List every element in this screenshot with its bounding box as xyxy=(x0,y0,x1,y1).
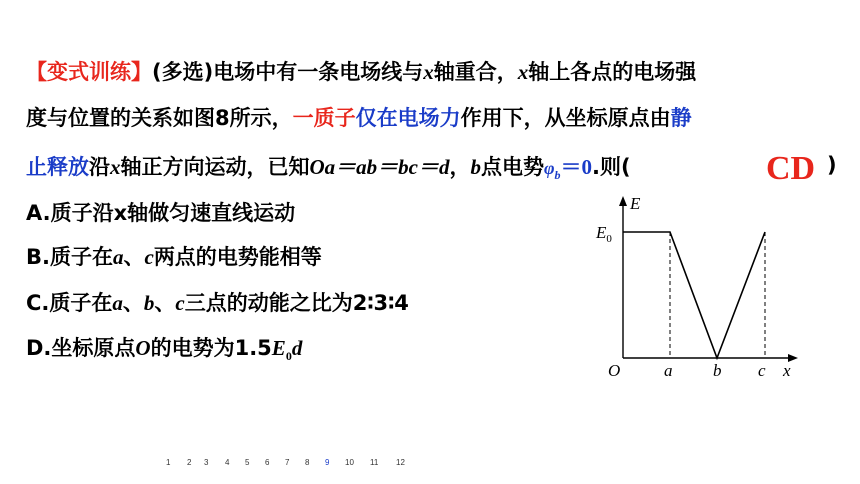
option-a-text: A.质子沿x轴做匀速直线运动 xyxy=(26,201,296,225)
highlight-electric-force: 仅在电场力 xyxy=(355,106,461,130)
option-text: B.质子在 xyxy=(26,245,113,269)
y-axis-label: E xyxy=(630,194,641,213)
question-type: (多选) xyxy=(152,60,214,84)
question-text: 点电势 xyxy=(481,155,544,179)
y-axis-arrow xyxy=(619,196,627,206)
option-text: 的电势为1.5 xyxy=(150,336,272,360)
question-line-1 xyxy=(26,58,696,86)
potential-expression xyxy=(544,155,593,183)
question-line-2 xyxy=(26,104,692,132)
separator: 、 xyxy=(122,291,144,315)
page-1[interactable]: 1 xyxy=(166,458,171,467)
phi-value: ＝0 xyxy=(560,155,593,179)
distance-equation: Oa＝ab＝bc＝d xyxy=(309,155,450,179)
subscript-0: 0 xyxy=(285,349,292,364)
var-a: a xyxy=(112,291,123,315)
e0-label: $E_0$ xyxy=(596,223,612,245)
page-6[interactable]: 6 xyxy=(265,458,270,467)
page-5[interactable]: 5 xyxy=(245,458,250,467)
var-c: c xyxy=(175,291,185,315)
highlight-release: 止释放 xyxy=(26,155,89,179)
page-8[interactable]: 8 xyxy=(305,458,310,467)
highlight-proton: 一质子 xyxy=(292,106,356,130)
question-text: 作用下，从坐标原点由 xyxy=(460,106,671,130)
option-text: 三点的动能之比为2∶3∶4 xyxy=(184,291,409,315)
var-O: O xyxy=(135,336,151,360)
var-x: x xyxy=(423,60,434,84)
close-paren: ) xyxy=(827,153,837,177)
page-3[interactable]: 3 xyxy=(204,458,209,467)
var-b: b xyxy=(143,291,155,315)
page-11[interactable]: 11 xyxy=(370,458,379,467)
exercise-tag: 【变式训练】 xyxy=(26,60,152,84)
question-text: 轴正方向运动，已知 xyxy=(120,155,310,179)
var-d: d xyxy=(291,336,303,360)
question-text: 度与位置的关系如图8所示， xyxy=(26,106,293,130)
question-text: 轴重合， xyxy=(433,60,518,84)
answer-text: CD xyxy=(766,150,816,187)
phi-subscript: b xyxy=(554,168,561,183)
tick-c-label: c xyxy=(758,361,766,380)
option-text: D.坐标原点 xyxy=(26,336,136,360)
option-c xyxy=(26,289,409,317)
question-text: .则( xyxy=(592,155,631,179)
field-curve xyxy=(623,232,765,358)
separator: 、 xyxy=(123,245,145,269)
option-text: C.质子在 xyxy=(26,291,113,315)
var-a: a xyxy=(112,245,124,269)
field-strength-graph xyxy=(590,190,805,385)
tick-b-label: b xyxy=(713,361,722,380)
question-text: 轴上各点的电场强 xyxy=(528,60,697,84)
highlight-rest: 静 xyxy=(670,106,692,130)
var-c: c xyxy=(144,245,154,269)
page-7[interactable]: 7 xyxy=(285,458,290,467)
option-text: 两点的电势能相等 xyxy=(153,245,322,269)
question-text: 电场中有一条电场线与 xyxy=(213,60,424,84)
page-4[interactable]: 4 xyxy=(225,458,230,467)
var-x: x xyxy=(110,155,121,179)
var-x: x xyxy=(517,60,529,84)
option-d xyxy=(26,334,302,370)
phi-symbol: φ xyxy=(544,158,555,178)
comma: ， xyxy=(449,155,471,179)
option-a xyxy=(26,199,295,227)
question-line-3 xyxy=(26,153,631,189)
page-2[interactable]: 2 xyxy=(187,458,192,467)
question-text: 沿 xyxy=(89,155,110,179)
page-9-current[interactable]: 9 xyxy=(325,458,330,467)
page-10[interactable]: 10 xyxy=(345,458,354,467)
origin-label: O xyxy=(608,361,621,380)
option-b xyxy=(26,243,322,271)
var-b: b xyxy=(470,155,481,179)
x-axis-label: x xyxy=(783,361,791,380)
tick-a-label: a xyxy=(664,361,673,380)
page-12[interactable]: 12 xyxy=(396,458,405,467)
var-E: E xyxy=(271,336,286,360)
separator: 、 xyxy=(154,291,176,315)
